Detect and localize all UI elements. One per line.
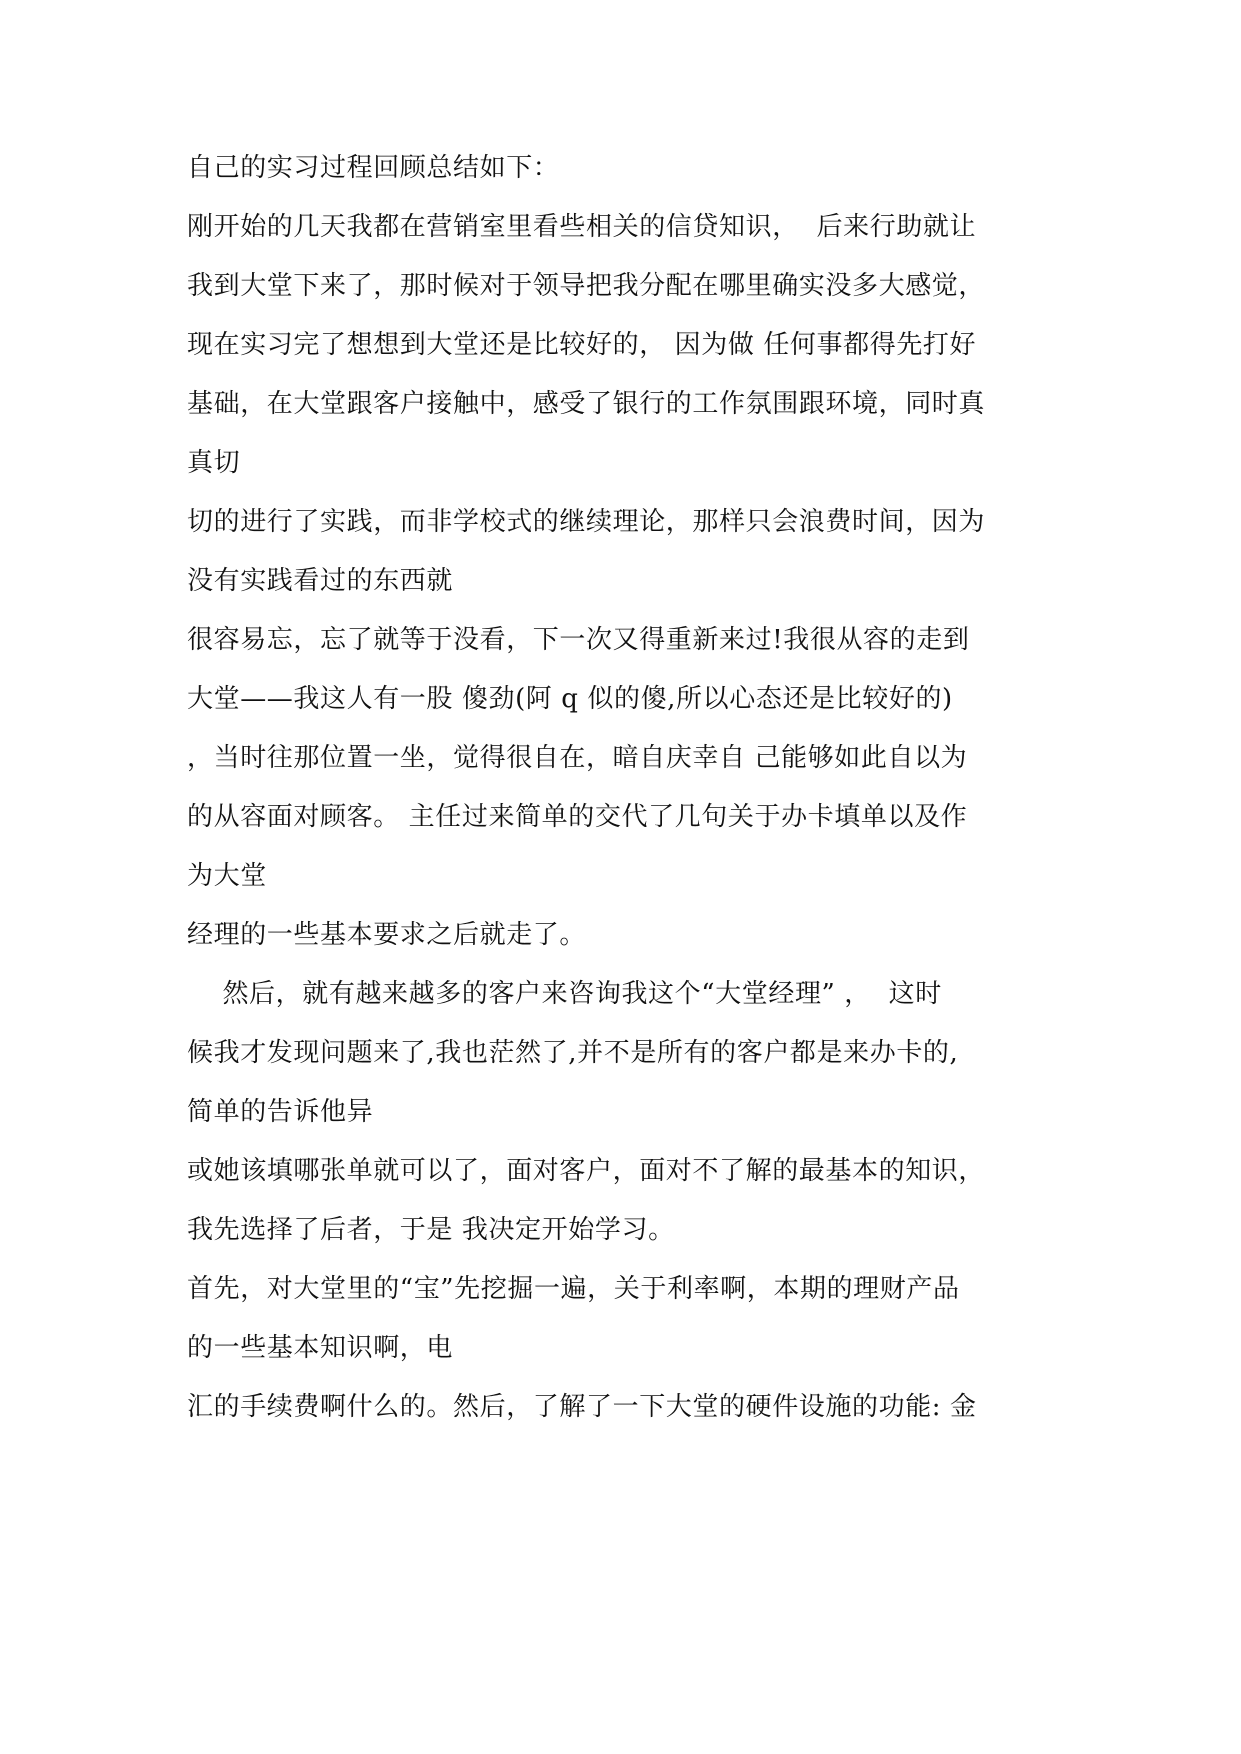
text-line: 的从容面对顾客。 主任过来简单的交代了几句关于办卡填单以及作 xyxy=(187,802,968,832)
text-line: 经理的一些基本要求之后就走了。 xyxy=(187,920,587,950)
text-line: 真切 xyxy=(187,448,241,478)
text-line: 的一些基本知识啊，电 xyxy=(187,1333,454,1363)
text-line: 没有实践看过的东西就 xyxy=(187,566,454,596)
text-line: 刚开始的几天我都在营销室里看些相关的信贷知识， 后来行助就让 xyxy=(187,212,977,242)
text-line: 汇的手续费啊什么的。然后，了解了一下大堂的硬件设施的功能: 金 xyxy=(187,1392,977,1422)
text-line: 首先，对大堂里的“宝”先挖掘一遍，关于利率啊，本期的理财产品 xyxy=(187,1274,960,1304)
text-line: 候我才发现问题来了,我也茫然了,并不是所有的客户都是来办卡的, xyxy=(187,1038,959,1068)
text-line: 现在实习完了想想到大堂还是比较好的， 因为做 任何事都得先打好 xyxy=(187,330,977,360)
text-line: 或她该填哪张单就可以了，面对客户，面对不了解的最基本的知识， xyxy=(187,1156,986,1186)
text-line: 然后，就有越来越多的客户来咨询我这个“大堂经理” ， 这时 xyxy=(187,979,942,1009)
text-line: 我先选择了后者，于是 我决定开始学习。 xyxy=(187,1215,675,1245)
text-line: 切的进行了实践，而非学校式的继续理论，那样只会浪费时间，因为 xyxy=(187,507,986,537)
text-line: ，当时往那位置一坐，觉得很自在，暗自庆幸自 己能够如此自以为 xyxy=(187,743,968,773)
text-line: 大堂——我这人有一股 傻劲(阿 q 似的傻,所以心态还是比较好的) xyxy=(187,684,953,714)
text-line: 为大堂 xyxy=(187,861,267,891)
text-line: 我到大堂下来了，那时候对于领导把我分配在哪里确实没多大感觉， xyxy=(187,271,986,301)
text-line: 简单的告诉他异 xyxy=(187,1097,374,1127)
text-line: 基础，在大堂跟客户接触中，感受了银行的工作氛围跟环境，同时真 xyxy=(187,389,986,419)
text-line: 自己的实习过程回顾总结如下： xyxy=(187,153,560,183)
text-line: 很容易忘，忘了就等于没看，下一次又得重新来过!我很从容的走到 xyxy=(187,625,970,655)
